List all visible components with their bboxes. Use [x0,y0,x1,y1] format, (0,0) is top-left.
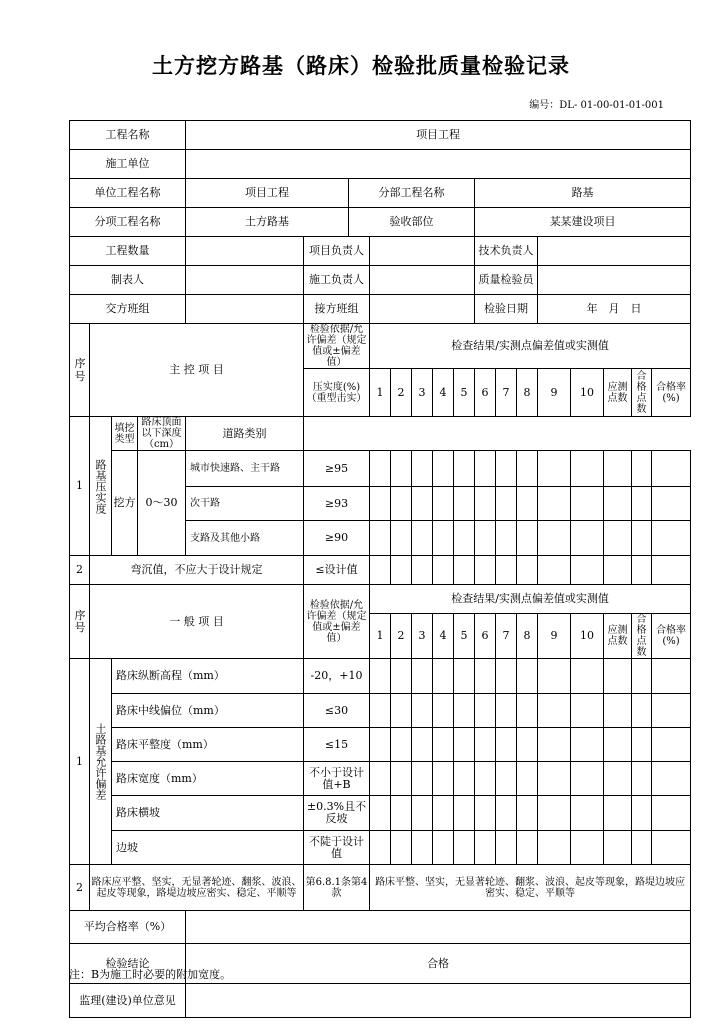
inspection-record-table [69,120,691,1018]
count-label: 应测点数 [604,369,632,417]
avg-rate-value[interactable] [186,911,691,944]
general-row2-item: 路床应平整、坚实，无显著轮迹、翻浆、波浪、起皮等现象，路堤边坡应密实、稳定、平顺等 [90,865,304,911]
main-seq-label: 序号 [70,324,90,417]
item-project-label: 分项工程名称 [70,208,186,237]
gcol-8: 8 [517,614,538,659]
main-basis-label: 检验依据/允许偏差（规定值或±偏差值） [304,324,370,369]
subgrade-deviation-group: 土路基允许偏差 [90,659,112,865]
rate-label: 合格率(%) [652,369,691,417]
tech-value[interactable] [538,237,691,266]
gcol-6: 6 [475,614,496,659]
project-name-value[interactable]: 项目工程 [186,121,691,150]
gcol-4: 4 [433,614,454,659]
general-item-2: 路床中线偏位（mm） [112,694,304,728]
gcol-2: 2 [391,614,412,659]
pass-label: 合格点数 [632,369,652,417]
supervisor-value[interactable] [186,984,691,1018]
general-seq-label: 序号 [70,585,90,659]
page-title: 土方挖方路基（路床）检验批质量检验记录 [152,54,570,78]
general-row2-seq: 2 [70,865,90,911]
col-9: 9 [538,369,571,417]
col-8: 8 [517,369,538,417]
date-label: 检验日期 [475,295,538,324]
compaction-value-1: ≥95 [304,451,370,487]
general-value-3: ≤15 [304,728,370,762]
general-basis-label: 检验依据/允许偏差（规定值或±偏差值） [304,585,370,659]
col-7: 7 [496,369,517,417]
gcol-3: 3 [412,614,433,659]
general-item-6: 边坡 [112,831,304,865]
contractor-value[interactable] [186,150,691,179]
compaction-value-3: ≥90 [304,521,370,556]
road-class-row-2: 次干路 [186,487,304,521]
unit-project-value[interactable]: 项目工程 [186,179,349,208]
gcol-9: 9 [538,614,571,659]
deflection-item: 弯沉值，不应大于设计规定 [90,556,304,585]
gcol-5: 5 [454,614,475,659]
maker-value[interactable] [186,266,304,295]
deflection-value: ≤设计值 [304,556,370,585]
quantity-label: 工程数量 [70,237,186,266]
qc-label: 质量检验员 [475,266,538,295]
col-10: 10 [571,369,604,417]
fill-type-value: 挖方 [112,451,138,556]
handover-value[interactable] [186,295,304,324]
general-value-2: ≤30 [304,694,370,728]
main-result-label: 检查结果/实测点偏差值或实测值 [370,324,691,369]
depth-label: 路床顶面以下深度（cm） [138,417,186,451]
general-value-1: -20，+10 [304,659,370,694]
receiver-value[interactable] [370,295,475,324]
tech-label: 技术负责人 [475,237,538,266]
compaction-label: 压实度(%)（重型击实） [304,369,370,417]
project-name-label: 工程名称 [70,121,186,150]
general-item-1: 路床纵断高程（mm） [112,659,304,694]
col-4: 4 [433,369,454,417]
col-3: 3 [412,369,433,417]
supervisor-label: 监理(建设)单位意见 [70,984,186,1018]
avg-rate-label: 平均合格率（%） [70,911,186,944]
col-1: 1 [370,369,391,417]
sub-project-label: 分部工程名称 [349,179,475,208]
compaction-group: 路基压实度 [90,417,112,556]
general-row2-result: 路床平整、坚实，无显著轮迹、翻浆、波浪、起皮等现象，路堤边坡应密实、稳定、平顺等 [370,865,691,911]
accept-part-value[interactable]: 某某建设项目 [475,208,691,237]
col-5: 5 [454,369,475,417]
accept-part-label: 验收部位 [349,208,475,237]
construct-lead-label: 施工负责人 [304,266,370,295]
quantity-value[interactable] [186,237,304,266]
footnote: 注：B为施工时必要的附加宽度。 [69,968,232,981]
grate-label: 合格率(%) [652,614,691,659]
general-row1-seq: 1 [70,659,90,865]
item-project-value[interactable]: 土方路基 [186,208,349,237]
date-value[interactable]: 年 月 日 [538,295,691,324]
contractor-label: 施工单位 [70,150,186,179]
general-result-label: 检查结果/实测点偏差值或实测值 [370,585,691,614]
qc-value[interactable] [538,266,691,295]
gpass-label: 合格点数 [632,614,652,659]
sub-project-value[interactable]: 路基 [475,179,691,208]
pm-value[interactable] [370,237,475,266]
maker-label: 制表人 [70,266,186,295]
col-2: 2 [391,369,412,417]
col-6: 6 [475,369,496,417]
road-class-label: 道路类别 [186,417,304,451]
general-row2-basis: 第6.8.1条第4款 [304,865,370,911]
depth-value: 0～30 [138,451,186,556]
fill-type-label: 填挖类型 [112,417,138,451]
general-item-4: 路床宽度（mm） [112,762,304,796]
general-section-label: 一 般 项 目 [90,585,304,659]
main-section-label: 主 控 项 目 [90,324,304,417]
conclusion-value[interactable]: 合格 [186,944,691,984]
road-class-row-1: 城市快速路、主干路 [186,451,304,487]
construct-lead-value[interactable] [370,266,475,295]
main-row2-seq: 2 [70,556,90,585]
general-item-5: 路床横坡 [112,796,304,831]
gcol-7: 7 [496,614,517,659]
gcol-10: 10 [571,614,604,659]
document-code: 编号：DL- 01-00-01-01-001 [529,100,664,111]
general-item-3: 路床平整度（mm） [112,728,304,762]
handover-label: 交方班组 [70,295,186,324]
compaction-value-2: ≥93 [304,487,370,521]
unit-project-label: 单位工程名称 [70,179,186,208]
general-value-4: 不小于设计值+B [304,762,370,796]
conclusion-label: 检验结论 [70,944,186,984]
receiver-label: 接方班组 [304,295,370,324]
general-value-5: ±0.3%且不反坡 [304,796,370,831]
main-row1-seq: 1 [70,417,90,556]
pm-label: 项目负责人 [304,237,370,266]
gcount-label: 应测点数 [604,614,632,659]
general-value-6: 不陡于设计值 [304,831,370,865]
road-class-row-3: 支路及其他小路 [186,521,304,556]
gcol-1: 1 [370,614,391,659]
